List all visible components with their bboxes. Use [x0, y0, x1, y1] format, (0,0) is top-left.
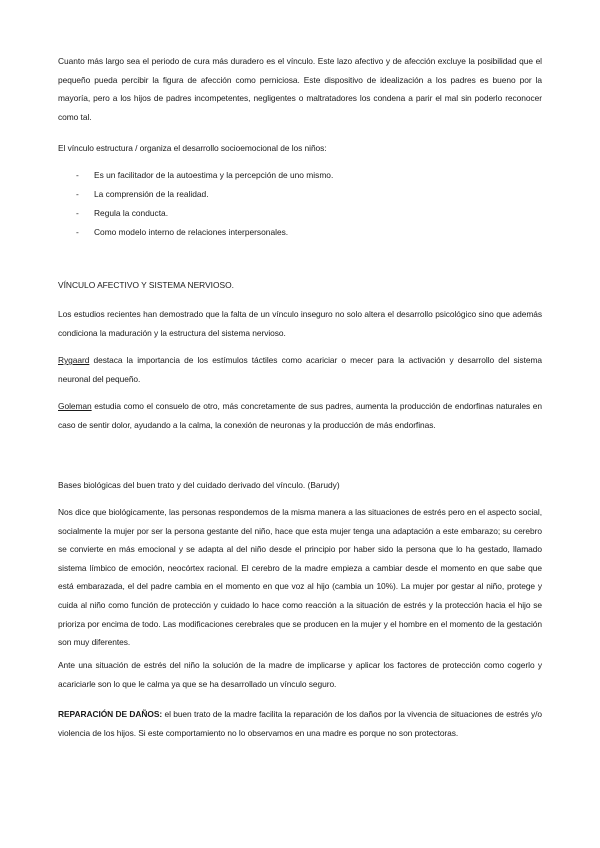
list-item-text: Es un facilitador de la autoestima y la percepción de uno mismo.	[94, 170, 334, 180]
list-item-text: Como modelo interno de relaciones interpersonales.	[94, 227, 289, 237]
list-item	[58, 169, 542, 188]
list-item-text: Regula la conducta.	[94, 208, 169, 218]
section-heading-sistema-nervioso: VÍNCULO AFECTIVO Y SISTEMA NERVIOSO.	[58, 280, 234, 290]
paragraph-estudios-recientes: Los estudios recientes han demostrado que la falta de un vínculo inseguro no solo altera el desarrollo psicológico sino que además condiciona la maduración y la estructura del sistema nervioso.	[58, 309, 542, 338]
paragraph-vinculo-estructura: El vínculo estructura / organiza el desarrollo socioemocional de los niños:	[58, 143, 327, 153]
author-name-goleman: Goleman	[58, 401, 92, 411]
paragraph-reparacion-danos	[58, 705, 542, 742]
paragraph-goleman	[58, 397, 542, 434]
paragraph-vinculo-duracion: Cuanto más largo sea el periodo de cura más duradero es el vínculo. Este lazo afectivo y de afección excluye la posibilidad que el pequeño pueda percibir la figura de afección como perniciosa. Este dispositivo de idealización a los padres es bueno por la mayoría, pero a los hijos de padres incompetentes, negligentes o maltratadores los condena a parir el mal sin poderlo reconocer como tal.	[58, 56, 542, 122]
bullet-dash: -	[76, 189, 79, 199]
author-name-rygaard: Rygaard	[58, 355, 90, 365]
paragraph-rygaard	[58, 351, 542, 388]
list-item	[58, 188, 542, 207]
paragraph-biologicamente: Nos dice que biológicamente, las personas respondemos de la misma manera a las situaciones de estrés pero en el aspecto social, socialmente la mujer por ser la persona gestante del niño, hace que esta mujer tenga una adaptación a este embarazo; su cerebro se convierte en más emocional y se adapta al del niño desde el principio por haber sido la persona que lo ha gestado, llamado sistema límbico de emoción, neocórtex racional. El cerebro de la madre empieza a cambiar desde el momento en que sabe que está embarazada, el del padre cambia en el momento en que voz al hijo (cambia un 10%). La mujer por gestar al niño, protege y cuida al niño como función de protección y cuidado lo hace como reacción a la situación de estrés y la protección hacia el hijo se prioriza por encima de todo. Las modificaciones cerebrales que se producen en la mujer y el hombre en el momento de la gestación son muy diferentes.	[58, 507, 542, 648]
paragraph-rygaard-text: destaca la importancia de los estímulos táctiles como acariciar o mecer para la activación y desarrollo del sistema neuronal del pequeño.	[58, 355, 542, 384]
list-item	[58, 226, 542, 245]
paragraph-situacion-estres: Ante una situación de estrés del niño la solución de la madre de implicarse y aplicar los factores de protección como cogerlo y acariciarle son lo que le calma ya que se ha desarrollado un vínculo seguro.	[58, 660, 542, 689]
list-item	[58, 207, 542, 226]
bullet-list	[58, 169, 542, 245]
paragraph-goleman-text: estudia como el consuelo de otro, más concretamente de sus padres, aumenta la producción de endorfinas naturales en caso de sentir dolor, ayudando a la calma, la conexión de neuronas y la producción de más endorfinas.	[58, 401, 542, 430]
list-item-text: La comprensión de la realidad.	[94, 189, 209, 199]
bullet-dash: -	[76, 170, 79, 180]
paragraph-reparacion-text: el buen trato de la madre facilita la reparación de los daños por la vivencia de situaciones de estrés y/o violencia de los hijos. Si este comportamiento no lo observamos en una madre es porque no son protectoras.	[58, 709, 542, 738]
label-reparacion-danos: REPARACIÓN DE DAÑOS:	[58, 709, 163, 719]
bullet-dash: -	[76, 208, 79, 218]
bullet-dash: -	[76, 227, 79, 237]
section-heading-bases-biologicas: Bases biológicas del buen trato y del cuidado derivado del vínculo. (Barudy)	[58, 480, 340, 490]
